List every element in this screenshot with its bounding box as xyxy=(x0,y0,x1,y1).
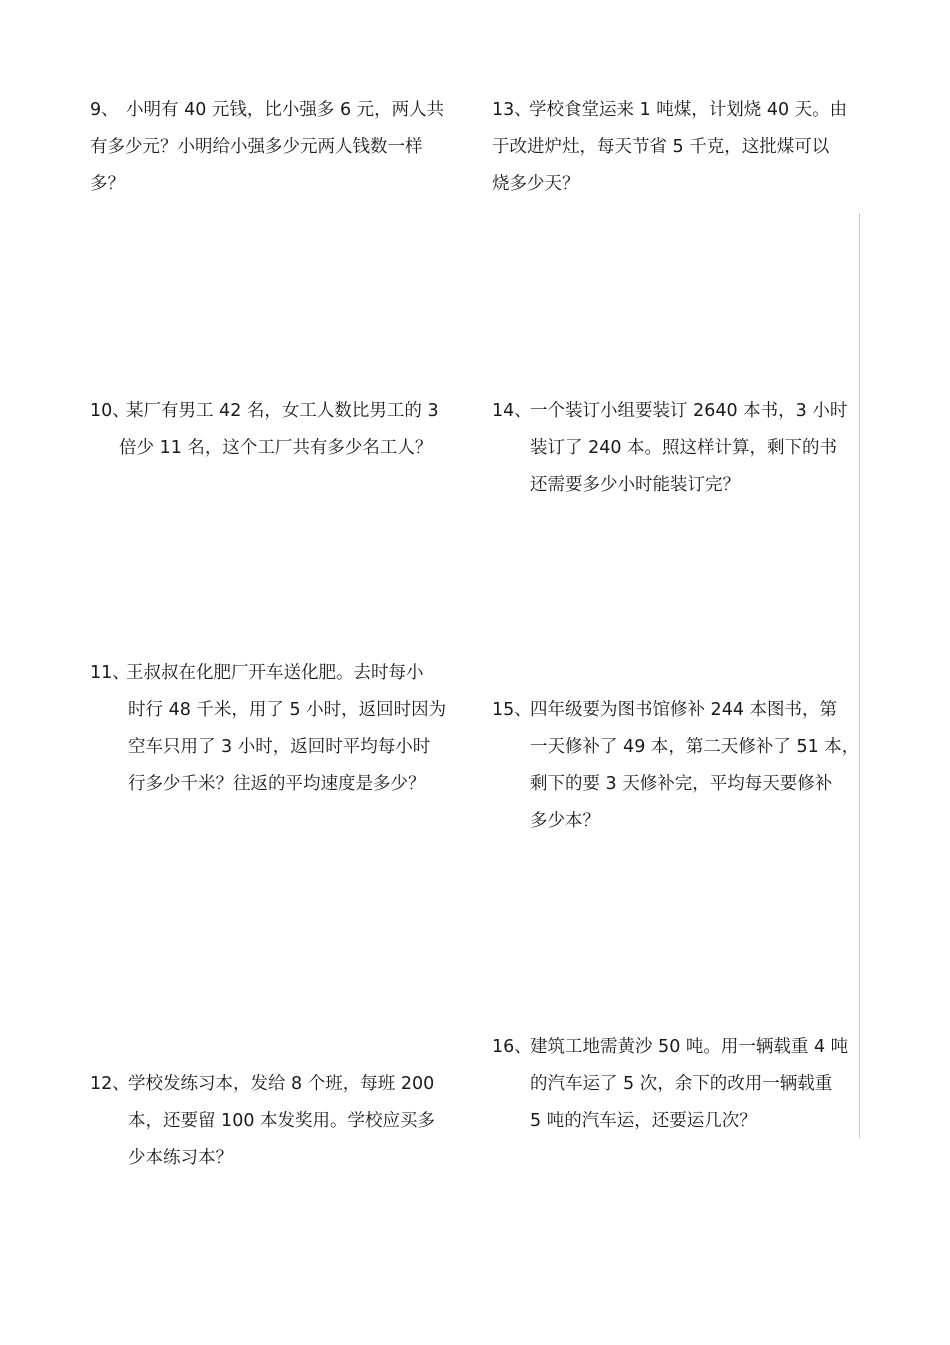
problem-number: 16、 xyxy=(492,1037,532,1057)
problem-text-line: 有多少元？小明给小强多少元两人钱数一样 xyxy=(90,137,423,157)
problem-text-line: 学校食堂运来 1 吨煤，计划烧 40 天。由 xyxy=(529,100,848,120)
problem-text-line: 的汽车运了 5 次，余下的改用一辆载重 xyxy=(530,1074,833,1094)
problem-13 xyxy=(492,92,847,203)
problem-number: 10、 xyxy=(90,401,130,421)
problem-text-line: 烧多少天？ xyxy=(492,174,580,194)
problem-text-line: 空车只用了 3 小时，返回时平均每小时 xyxy=(128,737,431,757)
problem-text-line: 四年级要为图书馆修补 244 本图书，第 xyxy=(530,700,838,720)
problem-16 xyxy=(492,1029,848,1140)
problem-15 xyxy=(492,692,859,840)
problem-text-line: 时行 48 千米，用了 5 小时，返回时因为 xyxy=(128,700,447,720)
problem-11 xyxy=(90,655,446,803)
problem-12 xyxy=(90,1066,435,1177)
problem-9 xyxy=(90,92,444,203)
page-edge-line xyxy=(859,213,860,1138)
problem-text-line: 一个装订小组要装订 2640 本书，3 小时 xyxy=(530,401,848,421)
problem-text-line: 王叔叔在化肥厂开车送化肥。去时每小 xyxy=(126,663,424,683)
problem-text-line: 装订了 240 本。照这样计算，剩下的书 xyxy=(530,438,838,458)
problem-text-line: 本，还要留 100 本发奖用。学校应买多 xyxy=(128,1111,436,1131)
problem-number: 14、 xyxy=(492,401,532,421)
problem-text-line: 剩下的要 3 天修补完，平均每天要修补 xyxy=(530,774,833,794)
problem-number: 12、 xyxy=(90,1074,130,1094)
problem-text-line: 行多少千米？往返的平均速度是多少？ xyxy=(128,774,426,794)
problem-text-line: 一天修补了 49 本，第二天修补了 51 本， xyxy=(530,737,860,757)
problem-text-line: 某厂有男工 42 名，女工人数比男工的 3 xyxy=(126,401,439,421)
problem-number: 11、 xyxy=(90,663,130,683)
problem-text-line: 少本练习本？ xyxy=(128,1148,233,1168)
problem-text-line: 学校发练习本，发给 8 个班，每班 200 xyxy=(128,1074,435,1094)
problem-text-line: 小明有 40 元钱，比小强多 6 元，两人共 xyxy=(126,100,445,120)
problem-text-line: 多？ xyxy=(90,174,125,194)
problem-10 xyxy=(90,393,439,467)
problem-number: 13、 xyxy=(492,100,532,120)
problem-text-line: 还需要多少小时能装订完？ xyxy=(530,475,740,495)
problem-text-line: 建筑工地需黄沙 50 吨。用一辆载重 4 吨 xyxy=(530,1037,849,1057)
problem-text-line: 倍少 11 名，这个工厂共有多少名工人？ xyxy=(119,438,433,458)
problem-text-line: 多少本？ xyxy=(530,811,600,831)
problem-number: 9、 xyxy=(90,100,119,120)
problem-text-line: 于改进炉灶，每天节省 5 千克，这批煤可以 xyxy=(492,137,830,157)
problem-14 xyxy=(492,393,847,504)
problem-text-line: 5 吨的汽车运，还要运几次？ xyxy=(530,1111,757,1131)
problem-number: 15、 xyxy=(492,700,532,720)
